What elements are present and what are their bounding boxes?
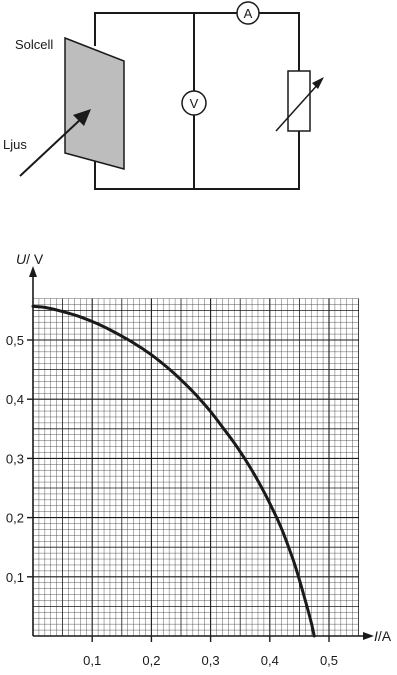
x-tick-label: 0,1 <box>83 653 102 668</box>
resistor-arrow-head <box>312 77 324 89</box>
x-axis-label <box>374 628 392 644</box>
y-tick-label: 0,3 <box>5 451 24 467</box>
solar-cell <box>65 38 124 169</box>
top-right-wire <box>259 13 299 71</box>
top-wire <box>95 13 237 46</box>
x-axis-arrow <box>363 632 374 640</box>
iv-curve <box>33 306 314 636</box>
y-axis-arrow <box>29 266 37 277</box>
x-tick-label: 0,2 <box>142 653 161 668</box>
voltmeter-symbol: V <box>189 96 199 111</box>
y-axis-label <box>16 251 44 267</box>
y-tick-label: 0,2 <box>5 510 24 526</box>
x-axis-unit: /A <box>377 628 392 644</box>
y-tick-label: 0,1 <box>5 569 24 585</box>
right-bottom-wire <box>95 131 299 189</box>
tick-labels <box>6 333 338 668</box>
x-tick-label: 0,3 <box>201 653 220 668</box>
grid-minor <box>33 299 359 636</box>
x-tick-label: 0,5 <box>319 653 339 668</box>
ui-graph <box>6 251 392 668</box>
x-axis-symbol: I <box>374 628 378 644</box>
y-tick-label: 0,4 <box>5 392 24 408</box>
light-label: Ljus <box>3 137 27 152</box>
ammeter <box>237 2 259 24</box>
variable-resistor <box>276 71 324 131</box>
resistor-body <box>288 71 310 131</box>
voltmeter <box>182 91 206 115</box>
solar-cell-label: Solcell <box>15 37 54 52</box>
ammeter-symbol: A <box>243 6 253 21</box>
y-tick-label: 0,5 <box>5 333 24 348</box>
y-axis-unit: / V <box>26 251 44 267</box>
y-axis-symbol: U <box>16 251 27 267</box>
x-tick-label: 0,4 <box>260 653 279 668</box>
grid-major <box>33 299 359 636</box>
